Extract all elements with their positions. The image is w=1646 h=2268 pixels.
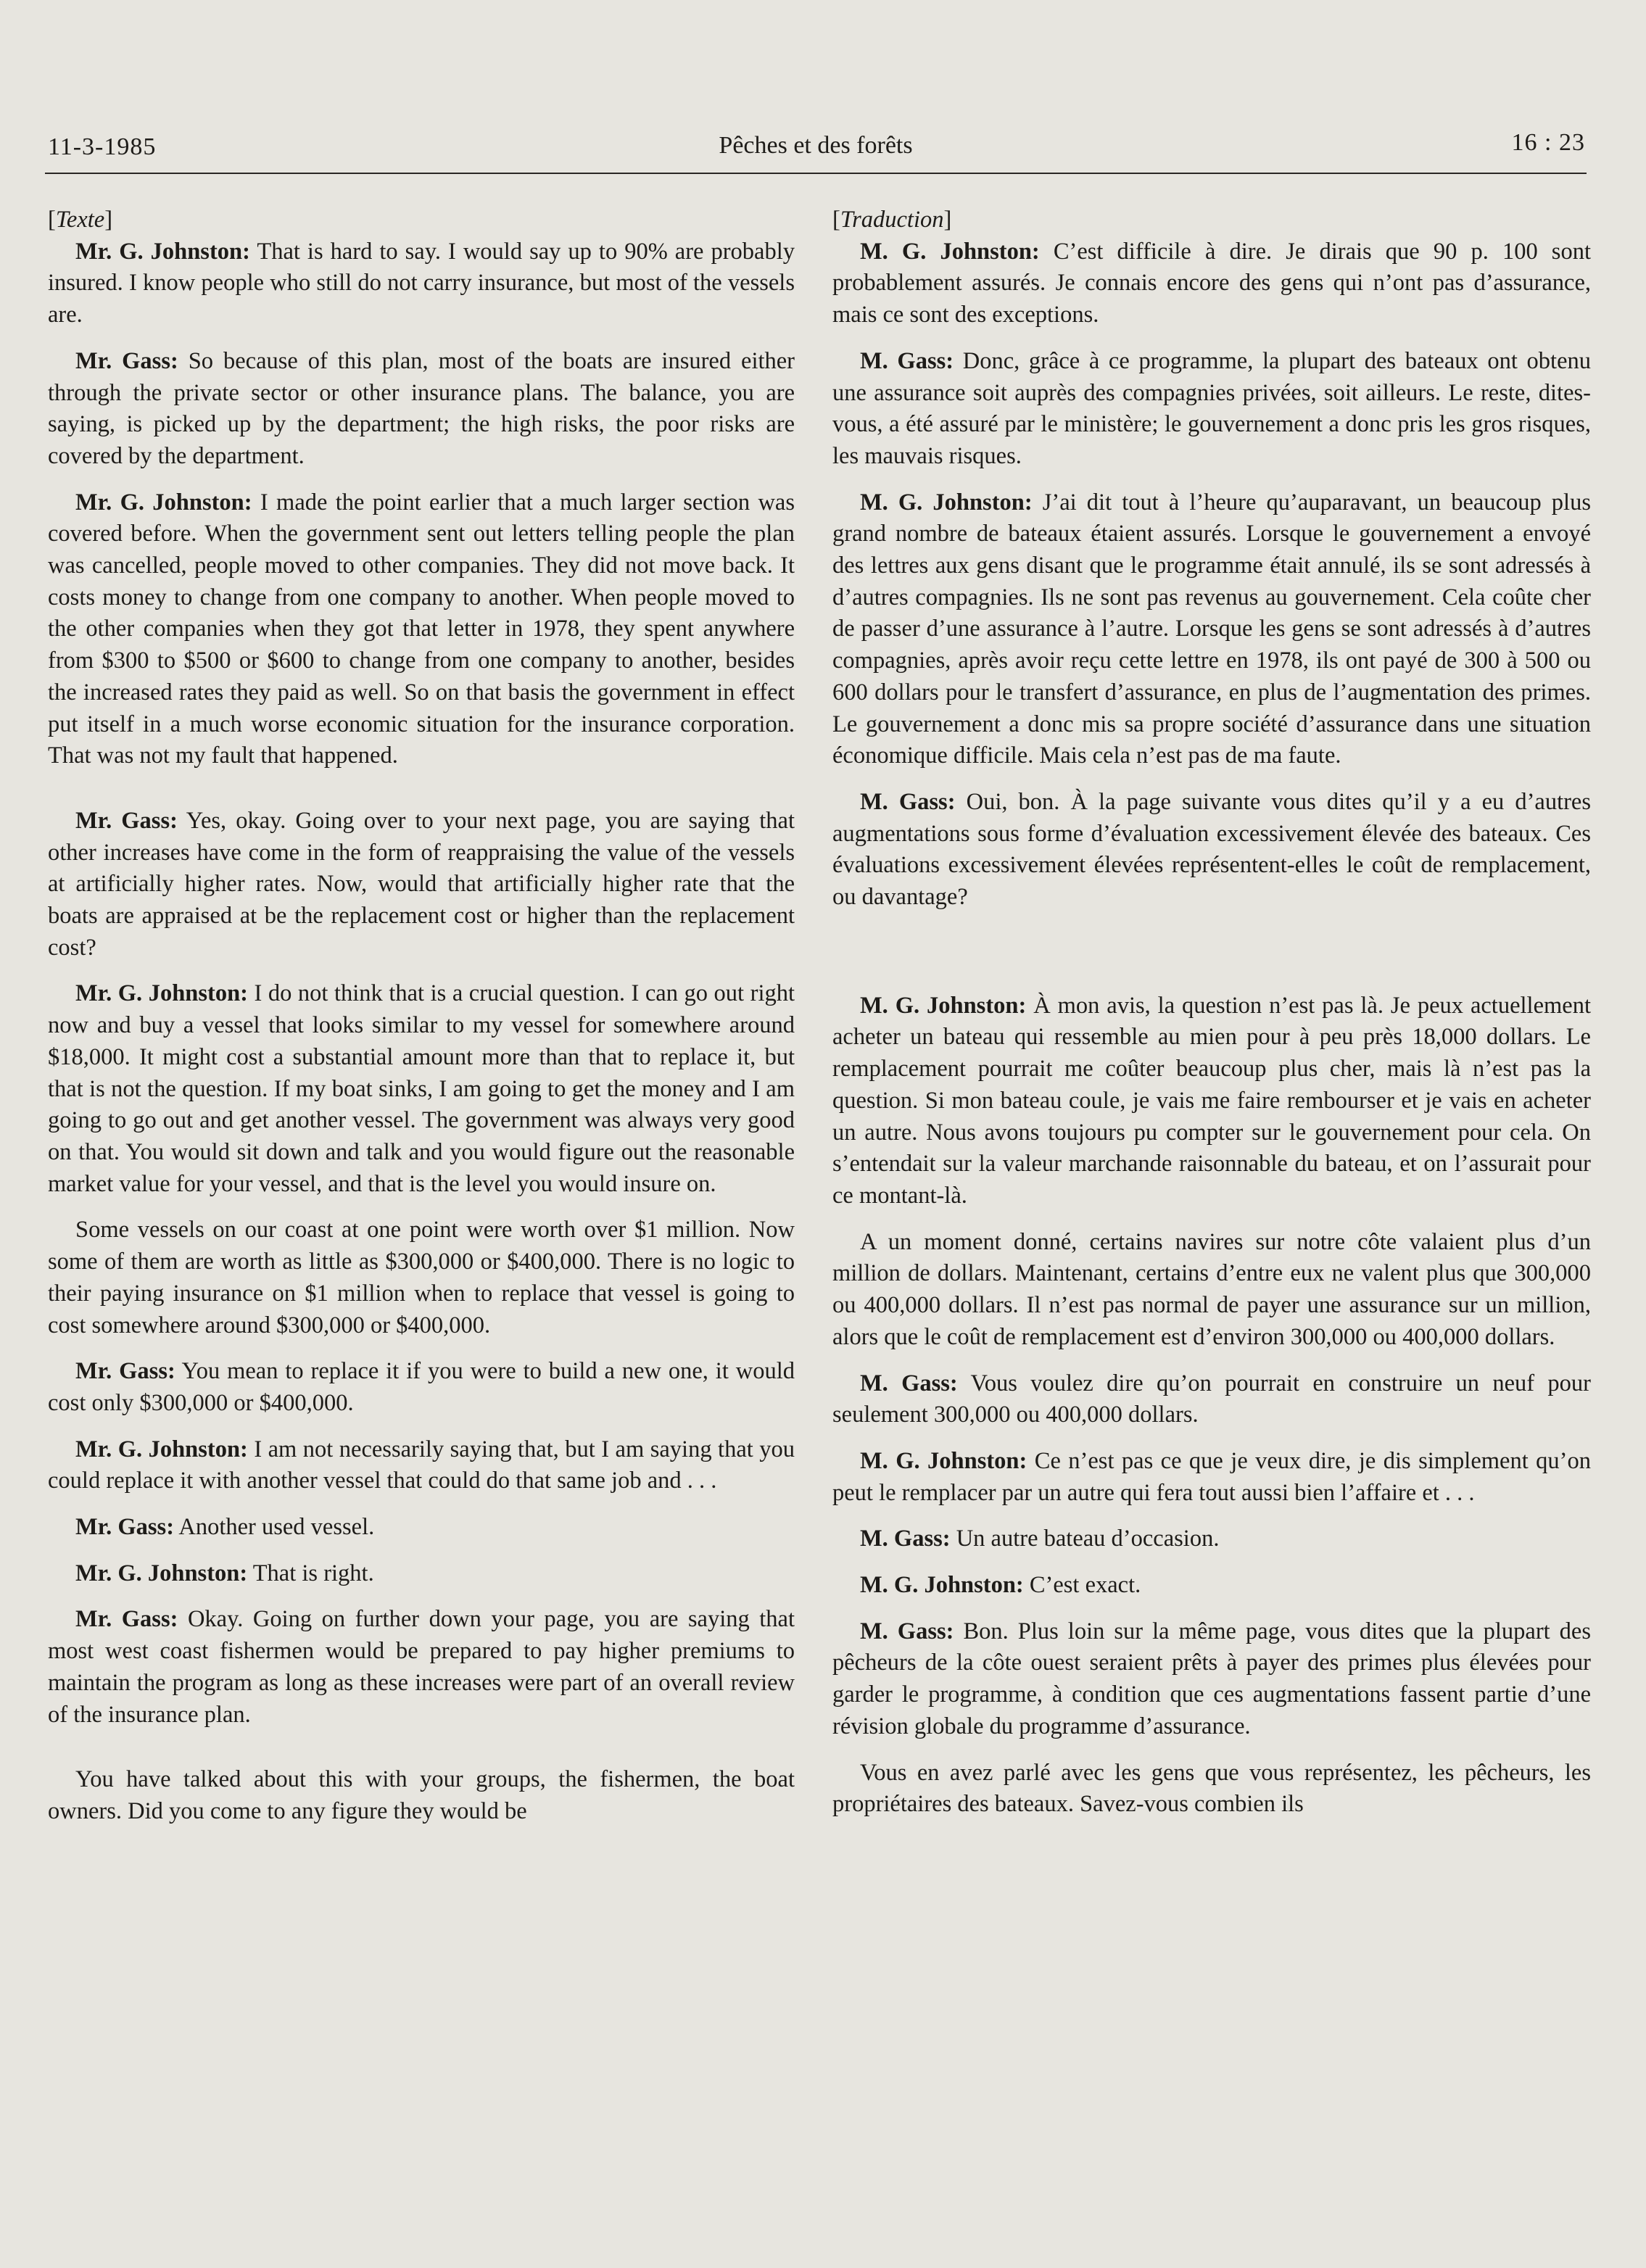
- header-title: Pêches et des forêts: [719, 132, 913, 159]
- speaker-name: M. Gass:: [860, 1526, 951, 1552]
- paragraph: M. G. Johnston: C’est difficile à dire. Je dirais que 90 p. 100 sont probablement assurés. Je connais encore des gens qui n’ont pas d’assurance, mais ce sont des exceptions.: [832, 238, 1591, 328]
- paragraph: Mr. Gass: Okay. Going on further down your page, you are saying that most west coast fishermen would be prepared to pay higher premiums to maintain the program as long as these increases were part of an overall review of the insurance plan.: [48, 1606, 795, 1728]
- header-page-number: 16 : 23: [1511, 129, 1585, 156]
- speaker-name: Mr. Gass:: [75, 1514, 175, 1541]
- paragraph: M. G. Johnston: Ce n’est pas ce que je veux dire, je dis simplement qu’on peut le remplacer par un autre qui fera tout aussi bien l’affaire et . . .: [832, 1447, 1591, 1506]
- speaker-name: M. G. Johnston:: [860, 1572, 1024, 1599]
- paragraph: Mr. G. Johnston: That is right.: [75, 1560, 374, 1586]
- french-column: [832, 204, 1591, 1835]
- speaker-name: Mr. Gass:: [75, 1358, 175, 1385]
- section-label: [Texte]: [48, 207, 113, 233]
- paragraph: M. Gass: Vous voulez dire qu’on pourrait en construire un neuf pour seulement 300,000 ou 400,000 dollars.: [832, 1370, 1591, 1428]
- paragraph: Mr. Gass: Yes, okay. Going over to your next page, you are saying that other increases have come in the form of reappraising the value of the vessels at artificially higher rates. Now, would that artificially higher rate that the boats are appraised at be the replacement cost or higher than the replacement cost?: [48, 807, 795, 961]
- paragraph: M. G. Johnston: C’est exact.: [860, 1572, 1141, 1599]
- paragraph: M. Gass: Donc, grâce à ce programme, la plupart des bateaux ont obtenu une assurance soit auprès des compagnies privées, soit ailleurs. Le reste, dites-vous, a été assuré par le ministère; le gouvernement a donc pris les gros risques, les mauvais risques.: [832, 347, 1592, 469]
- speaker-name: Mr. G. Johnston:: [75, 238, 250, 265]
- speaker-name: Mr. G. Johnston:: [75, 1436, 248, 1462]
- english-column: [48, 204, 795, 1842]
- speaker-name: Mr. G. Johnston:: [75, 1560, 248, 1586]
- speaker-name: Mr. Gass:: [75, 347, 178, 374]
- paragraph: Mr. G. Johnston: I made the point earlier that a much larger section was covered before. When the government sent out letters telling people the plan was cancelled, people moved to other companies. They did not move back. It costs money to change from one company to another. When people moved to the other companies when they got that letter in 1978, they spent anywhere from $300 to $500 or $600 to change from one company to another, besides the increased rates they paid as well. So on that basis the government in effect put itself in a much worse economic situation for the insurance corporation. That was not my fault that happened.: [48, 489, 795, 769]
- section-label: [Traduction]: [832, 207, 952, 233]
- paragraph: M. G. Johnston: J’ai dit tout à l’heure qu’auparavant, un beaucoup plus grand nombre de bateaux étaient assurés. Lorsque le gouvernement a envoyé des lettres aux gens disant que le programme était annulé, ils se sont adressés à d’autres compagnies. Ils ne sont pas revenus au gouvernement. Cela coûte cher de passer d’une assurance à l’autre. Lorsque les gens se sont adressés à d’autres compagnies, après avoir reçu cette lettre en 1978, ils ont payé de 300 à 500 ou 600 dollars pour le transfert d’assurance, en plus de l’augmentation des primes. Le gouvernement a donc mis sa propre société d’assurance dans une situation économique difficile. Mais cela n’est pas de ma faute.: [832, 489, 1591, 769]
- speaker-name: M. G. Johnston:: [860, 992, 1027, 1019]
- paragraph: M. Gass: Un autre bateau d’occasion.: [860, 1526, 1220, 1552]
- paragraph: You have talked about this with your groups, the fishermen, the boat owners. Did you come to any figure they would be: [48, 1766, 795, 1824]
- speaker-name: M. Gass:: [860, 347, 954, 374]
- paragraph: Mr. Gass: You mean to replace it if you were to build a new one, it would cost only $300,000 or $400,000.: [48, 1358, 795, 1416]
- speaker-name: M. G. Johnston:: [860, 1447, 1027, 1474]
- paragraph: Mr. Gass: So because of this plan, most of the boats are insured either through the private sector or other insurance plans. The balance, you are saying, is picked up by the department; the high risks, the poor risks are covered by the department.: [48, 347, 795, 469]
- paragraph: M. Gass: Bon. Plus loin sur la même page, vous dites que la plupart des pêcheurs de la côte ouest seraient prêts à payer des primes plus élevées pour garder le programme, à condition que ces augmentations fassent partie d’une révision globale du programme d’assurance.: [832, 1618, 1592, 1739]
- header-date: 11-3-1985: [48, 133, 157, 160]
- paragraph: Mr. Gass: Another used vessel.: [75, 1514, 375, 1541]
- paragraph: Mr. G. Johnston: I do not think that is a crucial question. I can go out right now and buy a vessel that looks similar to my vessel for somewhere around $18,000. It might cost a substantial amount more than that to replace it, but that is not the question. If my boat sinks, I am going to get the money and I am going to go out and get another vessel. The government was always very good on that. You would sit down and talk and you would figure out the reasonable market value for your vessel, and that is the level you would insure on.: [48, 980, 795, 1197]
- speaker-name: Mr. G. Johnston:: [75, 980, 248, 1007]
- page-header: [45, 128, 1587, 174]
- speaker-name: Mr. Gass:: [75, 1606, 178, 1633]
- paragraph: Mr. G. Johnston: That is hard to say. I would say up to 90% are probably insured. I know people who still do not carry insurance, but most of the vessels are.: [48, 238, 795, 328]
- speaker-name: M. Gass:: [860, 1370, 958, 1396]
- speaker-name: Mr. Gass:: [75, 807, 178, 834]
- paragraph: Vous en avez parlé avec les gens que vous représentez, les pêcheurs, les propriétaires des bateaux. Savez-vous combien ils: [832, 1759, 1591, 1818]
- speaker-name: M. Gass:: [860, 1618, 954, 1644]
- speaker-name: M. G. Johnston:: [860, 238, 1040, 265]
- paragraph: Some vessels on our coast at one point were worth over $1 million. Now some of them are worth as little as $300,000 or $400,000. There is no logic to their paying insurance on $1 million when to replace that vessel is going to cost somewhere around $300,000 or $400,000.: [48, 1217, 795, 1338]
- speaker-name: M. Gass:: [860, 788, 956, 815]
- paragraph: M. Gass: Oui, bon. À la page suivante vous dites qu’il y a eu d’autres augmentations sous forme d’évaluation excessivement élevée des bateaux. Ces évaluations excessivement élevées représentent-elles le coût de remplacement, ou davantage?: [832, 788, 1591, 911]
- speaker-name: Mr. G. Johnston:: [75, 489, 252, 516]
- paragraph: Mr. G. Johnston: I am not necessarily saying that, but I am saying that you could replace it with another vessel that could do that same job and . . .: [48, 1436, 795, 1494]
- paragraph: A un moment donné, certains navires sur notre côte valaient plus d’un million de dollars. Maintenant, certains d’entre eux ne valent plus que 300,000 ou 400,000 dollars. Il n’est pas normal de payer une assurance sur un million, alors que le coût de remplacement est d’environ 300,000 ou 400,000 dollars.: [832, 1228, 1591, 1350]
- paragraph: M. G. Johnston: À mon avis, la question n’est pas là. Je peux actuellement acheter un bateau qui ressemble au mien pour à peu près 18,000 dollars. Le remplacement pourrait me coûter beaucoup plus cher, mais là n’est pas la question. Si mon bateau coule, je vais me faire rembourser et je vais en acheter un autre. Nous avons toujours pu compter sur le gouvernement pour cela. On s’entendait sur la valeur marchande raisonnable du bateau, et on l’assurait pour ce montant-là.: [832, 992, 1591, 1209]
- speaker-name: M. G. Johnston:: [860, 489, 1033, 516]
